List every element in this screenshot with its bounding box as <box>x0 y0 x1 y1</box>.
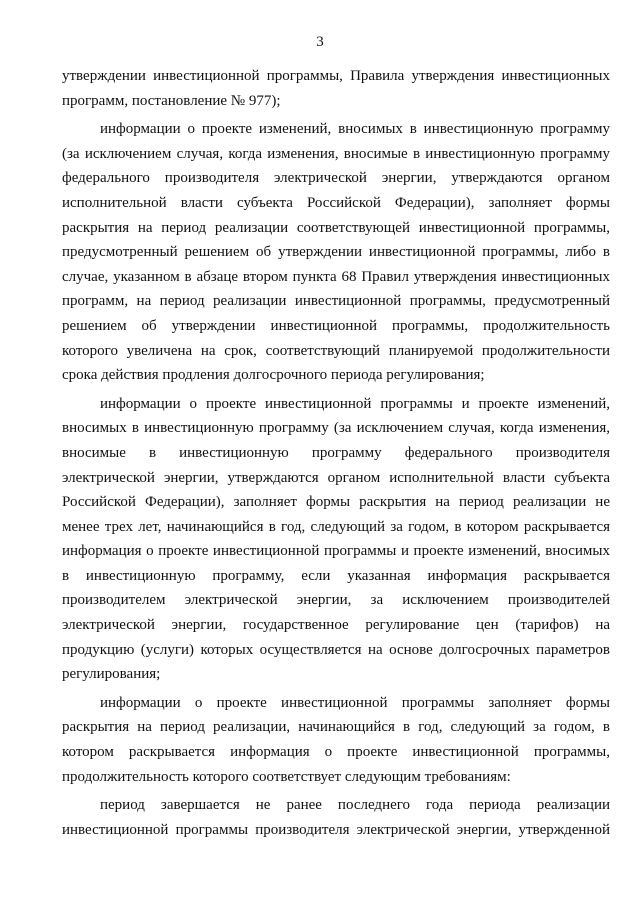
text-line: программ, постановление № 977); <box>62 92 281 109</box>
text-line: производителем электрической энергии, за исключением производителей <box>62 592 610 609</box>
text-line: котором раскрывается информация о проекте инвестиционной программы, <box>62 744 610 761</box>
text-line: раскрытия на период реализации соответствующей инвестиционной программы, <box>62 219 610 236</box>
paragraph <box>62 392 610 687</box>
paragraph <box>62 64 610 113</box>
text-line: предусмотренный решением об утверждении инвестиционной программы, либо в <box>62 244 610 261</box>
text-line: которого увеличена на срок, соответствующий планируемой продолжительности <box>62 342 610 359</box>
paragraph <box>62 117 610 388</box>
text-line: (за исключением случая, когда изменения, вносимые в инвестиционную программу <box>62 145 610 162</box>
text-line: регулирования; <box>62 666 161 683</box>
text-line: утверждении инвестиционной программы, Правила утверждения инвестиционных <box>62 68 610 84</box>
text-line: продукцию (услуги) которых осуществляется на основе долгосрочных параметров <box>62 641 610 658</box>
paragraph <box>62 691 610 789</box>
text-line: вносимые в инвестиционную программу федерального производителя <box>62 444 610 461</box>
text-line: исполнительной власти субъекта Российской Федерации), заполняет формы <box>62 194 610 211</box>
text-line: программ, на период реализации инвестиционной программы, предусмотренный <box>62 293 610 310</box>
text-line: случае, указанном в абзаце втором пункта 68 Правил утверждения инвестиционных <box>62 268 610 285</box>
text-line: информации о проекте инвестиционной программы заполняет формы <box>100 694 610 711</box>
text-line: инвестиционной программы производителя электрической энергии, утвержденной <box>62 821 610 838</box>
text-line: электрической энергии, государственное регулирование цен (тарифов) на <box>62 617 610 634</box>
text-line: информации о проекте изменений, вносимых в инвестиционную программу <box>100 121 610 138</box>
text-line: раскрытия на период реализации, начинающийся в год, следующий за годом, в <box>62 719 610 736</box>
text-line: продолжительность которого соответствует следующим требованиям: <box>62 768 511 785</box>
text-line: информации о проекте инвестиционной программы и проекте изменений, <box>100 395 610 412</box>
text-line: менее трех лет, начинающийся в год, следующий за годом, в котором раскрывается <box>62 518 610 535</box>
text-line: решением об утверждении инвестиционной программы, продолжительность <box>62 317 610 334</box>
page-number: 3 <box>316 34 324 50</box>
text-line: срока действия продления долгосрочного периода регулирования; <box>62 367 485 384</box>
text-line: Российской Федерации), заполняет формы раскрытия на период реализации не <box>62 494 610 511</box>
document-body <box>62 64 610 842</box>
text-line: вносимых в инвестиционную программу (за исключением случая, когда изменения, <box>62 420 610 437</box>
text-line: информация о проекте инвестиционной программы и проекте изменений, вносимых <box>62 543 610 560</box>
paragraph <box>62 793 610 842</box>
text-line: период завершается не ранее последнего года периода реализации <box>100 797 610 814</box>
text-line: в инвестиционную программу, если указанная информация раскрывается <box>62 567 610 584</box>
text-line: электрической энергии, утверждаются органом исполнительной власти субъекта <box>62 469 610 486</box>
text-line: федерального производителя электрической энергии, утверждаются органом <box>62 170 610 187</box>
